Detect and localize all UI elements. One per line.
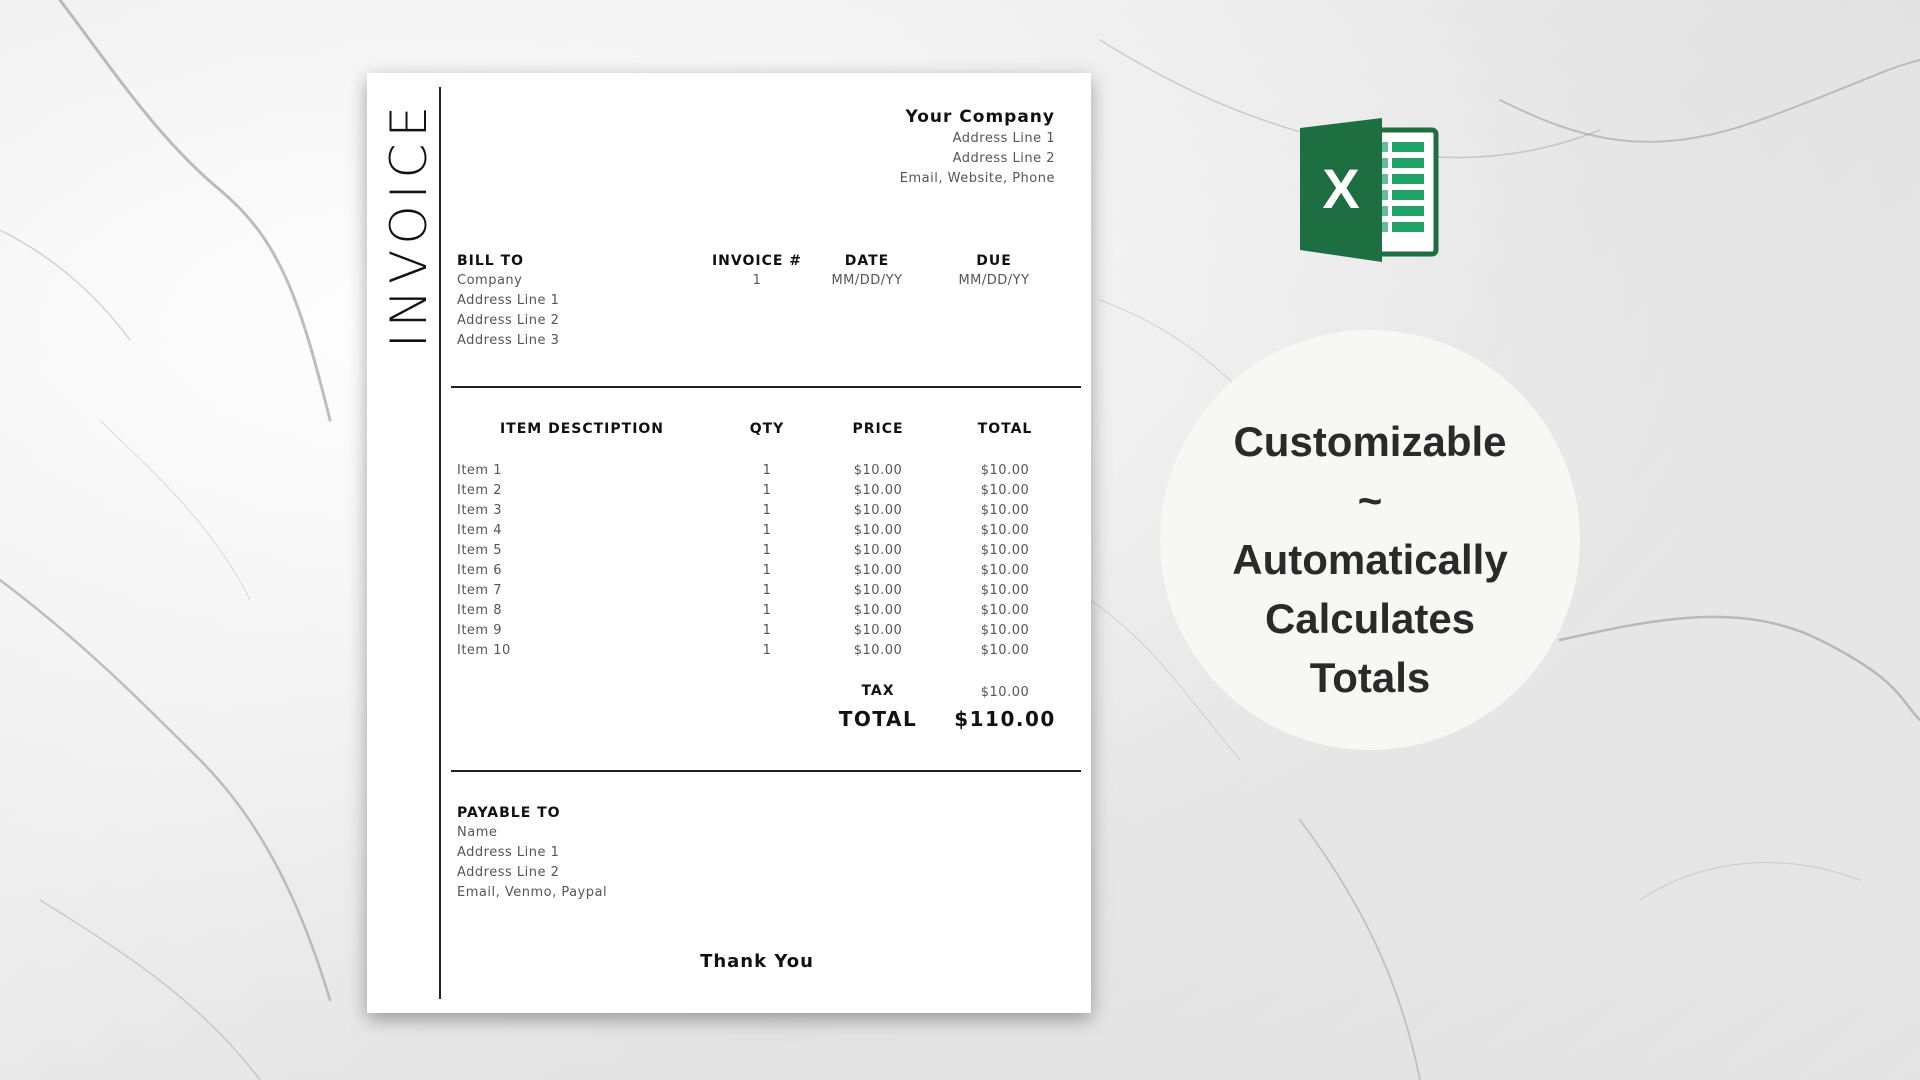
header-price: PRICE xyxy=(852,421,904,437)
item-price: $10.00 xyxy=(853,543,903,558)
item-price: $10.00 xyxy=(853,643,903,658)
invoice-vertical-rule xyxy=(439,87,441,999)
item-total: $10.00 xyxy=(980,603,1030,618)
payable-to-name: Name xyxy=(457,825,498,840)
item-qty: 1 xyxy=(762,463,772,478)
date-label: DATE xyxy=(844,253,890,269)
item-total: $10.00 xyxy=(980,583,1030,598)
bill-to-label: BILL TO xyxy=(457,253,525,269)
item-price: $10.00 xyxy=(853,523,903,538)
item-total: $10.00 xyxy=(980,623,1030,638)
item-description: Item 1 xyxy=(457,463,502,478)
table-row xyxy=(457,561,1057,581)
due-value: MM/DD/YY xyxy=(958,273,1030,288)
excel-icon xyxy=(1296,118,1444,262)
promo-line-1: Customizable xyxy=(1233,418,1507,465)
item-price: $10.00 xyxy=(853,563,903,578)
excel-letter: X xyxy=(1322,157,1360,220)
table-row xyxy=(457,541,1057,561)
item-description: Item 10 xyxy=(457,643,511,658)
header-item-description: ITEM DESCTIPTION xyxy=(499,421,665,437)
item-price: $10.00 xyxy=(853,503,903,518)
payable-to-block xyxy=(457,805,607,903)
payable-to-address-line-2: Address Line 2 xyxy=(457,865,560,880)
due-label: DUE xyxy=(976,253,1012,269)
tax-label: TAX xyxy=(861,683,895,699)
bill-to-company: Company xyxy=(457,273,523,288)
table-row xyxy=(457,581,1057,601)
item-price: $10.00 xyxy=(853,603,903,618)
company-contact-line: Email, Website, Phone xyxy=(899,171,1055,186)
section-divider-top xyxy=(451,386,1081,388)
table-row xyxy=(457,481,1057,501)
bill-to-address-line-2: Address Line 2 xyxy=(457,313,560,328)
item-description: Item 7 xyxy=(457,583,502,598)
table-row xyxy=(457,501,1057,521)
company-block xyxy=(900,107,1055,189)
grand-total-value: $110.00 xyxy=(954,707,1056,731)
invoice-number-block xyxy=(702,253,812,291)
header-total: TOTAL xyxy=(977,421,1033,437)
item-total: $10.00 xyxy=(980,503,1030,518)
company-address-line-2: Address Line 2 xyxy=(952,151,1055,166)
date-block xyxy=(812,253,922,291)
item-description: Item 8 xyxy=(457,603,502,618)
item-qty: 1 xyxy=(762,603,772,618)
item-description: Item 9 xyxy=(457,623,502,638)
item-description: Item 4 xyxy=(457,523,502,538)
promo-line-3: Automatically xyxy=(1232,536,1508,583)
invoice-page xyxy=(367,73,1091,1013)
item-price: $10.00 xyxy=(853,483,903,498)
item-price: $10.00 xyxy=(853,583,903,598)
table-row xyxy=(457,521,1057,541)
item-price: $10.00 xyxy=(853,463,903,478)
item-description: Item 2 xyxy=(457,483,502,498)
item-qty: 1 xyxy=(762,483,772,498)
item-description: Item 3 xyxy=(457,503,502,518)
item-total: $10.00 xyxy=(980,463,1030,478)
payable-to-label: PAYABLE TO xyxy=(457,805,561,821)
thank-you-note: Thank You xyxy=(700,951,814,972)
invoice-number-label: INVOICE # xyxy=(711,253,803,269)
item-total: $10.00 xyxy=(980,563,1030,578)
invoice-number-value: 1 xyxy=(752,273,762,288)
item-total: $10.00 xyxy=(980,483,1030,498)
item-qty: 1 xyxy=(762,543,772,558)
item-qty: 1 xyxy=(762,643,772,658)
tax-value: $10.00 xyxy=(980,685,1030,700)
item-qty: 1 xyxy=(762,563,772,578)
due-block xyxy=(939,253,1049,291)
table-row xyxy=(457,621,1057,641)
invoice-title: INVOICE xyxy=(380,99,438,349)
table-row xyxy=(457,601,1057,621)
bill-to-block xyxy=(457,253,559,351)
line-items xyxy=(457,461,1057,661)
grand-total-label: TOTAL xyxy=(838,707,918,731)
header-qty: QTY xyxy=(749,421,785,437)
item-qty: 1 xyxy=(762,523,772,538)
item-total: $10.00 xyxy=(980,643,1030,658)
promo-line-2: ~ xyxy=(1357,477,1383,524)
item-qty: 1 xyxy=(762,583,772,598)
payable-to-address-line-1: Address Line 1 xyxy=(457,845,560,860)
payable-to-payment-methods: Email, Venmo, Paypal xyxy=(457,885,608,900)
item-description: Item 6 xyxy=(457,563,502,578)
company-address-line-1: Address Line 1 xyxy=(952,131,1055,146)
date-value: MM/DD/YY xyxy=(831,273,903,288)
item-description: Item 5 xyxy=(457,543,502,558)
item-qty: 1 xyxy=(762,623,772,638)
item-qty: 1 xyxy=(762,503,772,518)
promo-line-4: Calculates xyxy=(1264,595,1476,642)
bill-to-address-line-1: Address Line 1 xyxy=(457,293,560,308)
invoice-title-container xyxy=(381,99,437,349)
bill-to-address-line-3: Address Line 3 xyxy=(457,333,560,348)
item-price: $10.00 xyxy=(853,623,903,638)
promo-text xyxy=(1160,412,1580,707)
table-row xyxy=(457,461,1057,481)
table-header xyxy=(457,421,1057,443)
item-total: $10.00 xyxy=(980,523,1030,538)
item-total: $10.00 xyxy=(980,543,1030,558)
section-divider-bottom xyxy=(451,770,1081,772)
table-row xyxy=(457,641,1057,661)
promo-line-5: Totals xyxy=(1309,654,1431,701)
company-name: Your Company xyxy=(905,107,1055,127)
